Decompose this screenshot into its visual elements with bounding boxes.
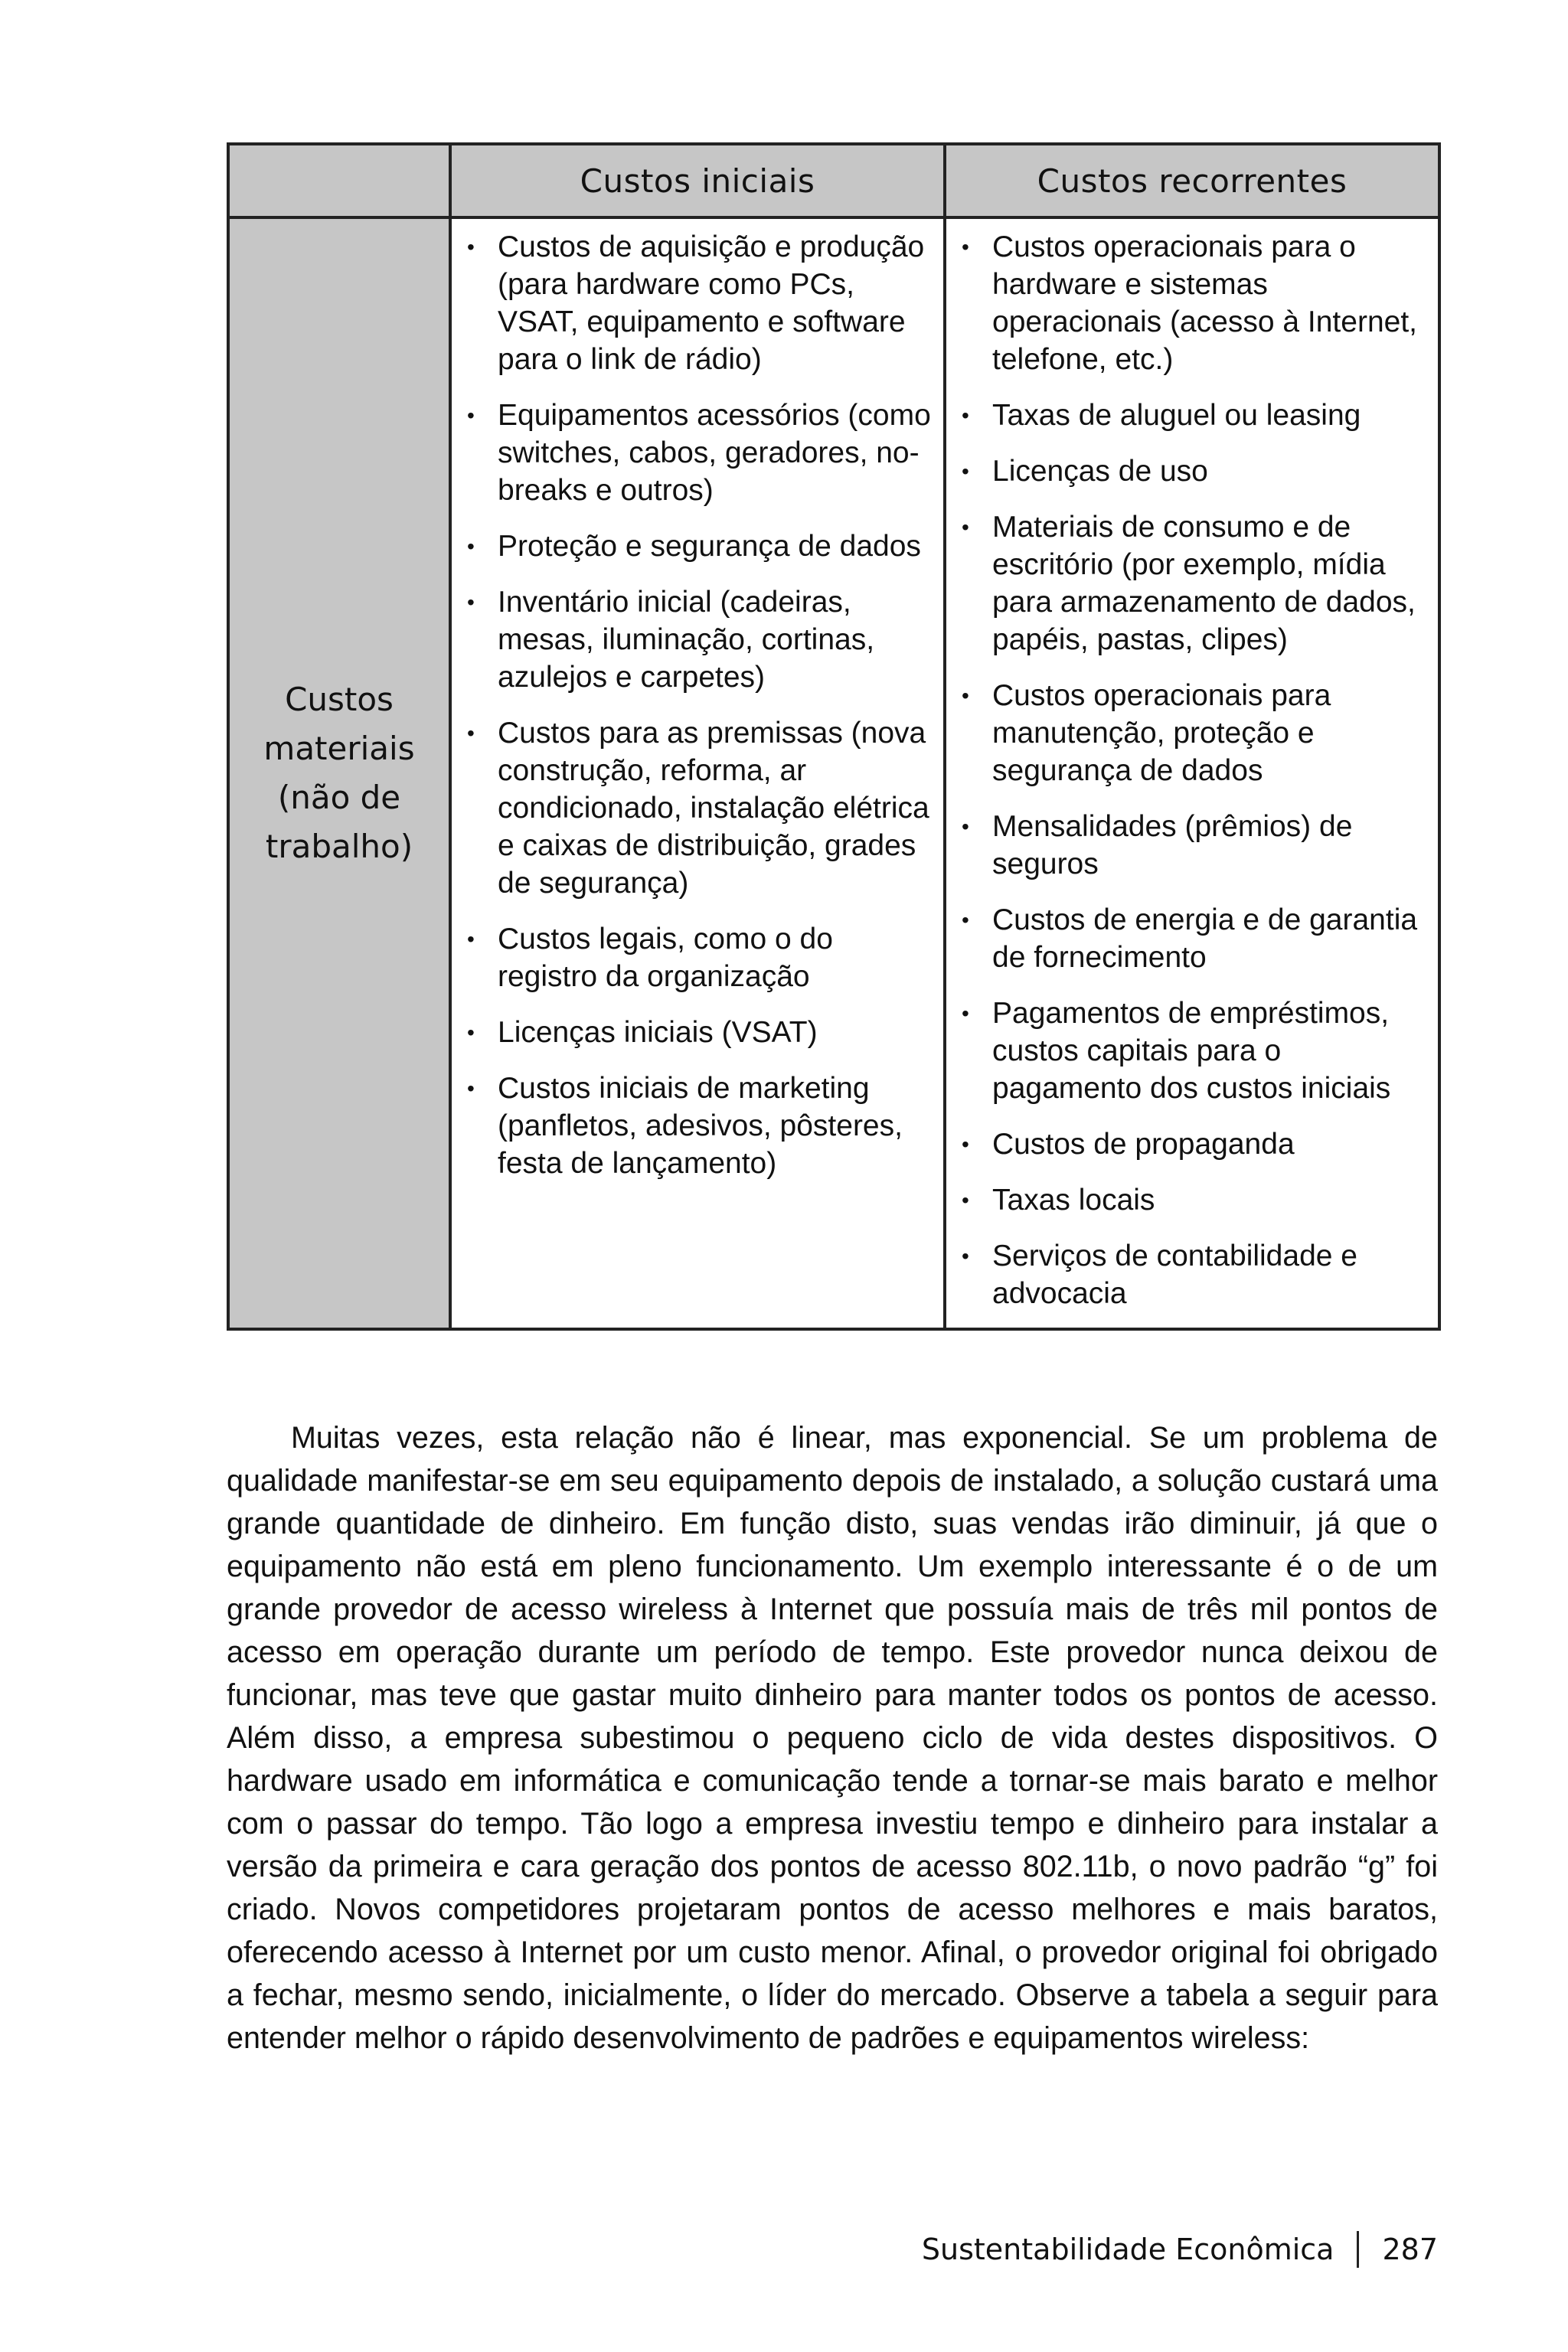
header-recurring-costs: Custos recorrentes	[945, 144, 1439, 217]
footer-section-title: Sustentabilidade Econômica	[921, 2233, 1334, 2266]
list-item: • Custos legais, como o do registro da organização	[467, 920, 933, 995]
list-item: • Custos operacionais para o hardware e sistemas operacionais (acesso à Internet, telefone, etc.)	[962, 228, 1427, 378]
list-item: • Custos para as premissas (nova construção, reforma, ar condicionado, instalação elétrica e caixas de distribuição, grades de segurança)	[467, 714, 933, 902]
list-item: • Custos de energia e de garantia de fornecimento	[962, 901, 1427, 976]
table-header-row	[228, 144, 1439, 217]
initial-costs-cell	[450, 217, 945, 1329]
list-item: • Equipamentos acessórios (como switches, cabos, geradores, no-breaks e outros)	[467, 397, 933, 509]
list-item: • Inventário inicial (cadeiras, mesas, iluminação, cortinas, azulejos e carpetes)	[467, 583, 933, 696]
list-item: • Custos iniciais de marketing (panfletos, adesivos, pôsteres, festa de lançamento)	[467, 1070, 933, 1182]
list-item: • Proteção e segurança de dados	[467, 528, 933, 565]
header-corner-cell	[228, 144, 450, 217]
list-item: • Licenças de uso	[962, 452, 1427, 490]
page-number: 287	[1382, 2233, 1438, 2266]
list-item: • Custos de propaganda	[962, 1125, 1427, 1163]
footer-separator	[1357, 2231, 1359, 2268]
page-footer	[922, 2228, 1438, 2271]
body-paragraph: Muitas vezes, esta relação não é linear, mas exponencial. Se um problema de qualidade manifestar-se em seu equipamento depois de instalado, a solução custará uma grande quantidade de dinheiro. Em função disto, suas vendas irão diminuir, já que o equipamento não está em pleno funcionamento. Um exemplo interessante é o de um grande provedor de acesso wireless à Internet que possuía mais de três mil pontos de acesso em operação durante um período de tempo. Este provedor nunca deixou de funcionar, mas teve que gastar muito dinheiro para manter todos os pontos de acesso. Além disso, a empresa subestimou o pequeno ciclo de vida destes dispositivos. O hardware usado em informática e comunicação tende a tornar-se mais barato e melhor com o passar do tempo. Tão logo a empresa investiu tempo e dinheiro para instalar a versão da primeira e cara geração dos pontos de acesso 802.11b, o novo padrão “g” foi criado. Novos competidores projetaram pontos de acesso melhores e mais baratos, oferecendo acesso à Internet por um custo menor. Afinal, o provedor original foi obrigado a fechar, mesmo sendo, inicialmente, o líder do mercado. Observe a tabela a seguir para entender melhor o rápido desenvolvimento de padrões e equipamentos wireless:	[227, 1421, 1438, 2055]
list-item: • Materiais de consumo e de escritório (por exemplo, mídia para armazenamento de dados, papéis, pastas, clipes)	[962, 508, 1427, 658]
list-item: • Pagamentos de empréstimos, custos capitais para o pagamento dos custos iniciais	[962, 995, 1427, 1107]
list-item: • Taxas locais	[962, 1181, 1427, 1219]
table-row	[228, 217, 1439, 1329]
list-item: • Custos operacionais para manutenção, proteção e segurança de dados	[962, 677, 1427, 789]
list-item: • Custos de aquisição e produção (para hardware como PCs, VSAT, equipamento e software para o link de rádio)	[467, 228, 933, 378]
recurring-costs-cell	[945, 217, 1439, 1329]
list-item: • Taxas de aluguel ou leasing	[962, 397, 1427, 434]
row-label-text: Custos materiais (não de trabalho)	[263, 681, 415, 865]
list-item: • Licenças iniciais (VSAT)	[467, 1014, 933, 1051]
list-item: • Mensalidades (prêmios) de seguros	[962, 808, 1427, 883]
header-initial-costs: Custos iniciais	[450, 144, 945, 217]
costs-table	[227, 142, 1441, 1331]
row-label-material-costs	[228, 217, 450, 1329]
initial-costs-list	[467, 228, 933, 1182]
recurring-costs-list	[962, 228, 1427, 1312]
list-item: • Serviços de contabilidade e advocacia	[962, 1237, 1427, 1312]
